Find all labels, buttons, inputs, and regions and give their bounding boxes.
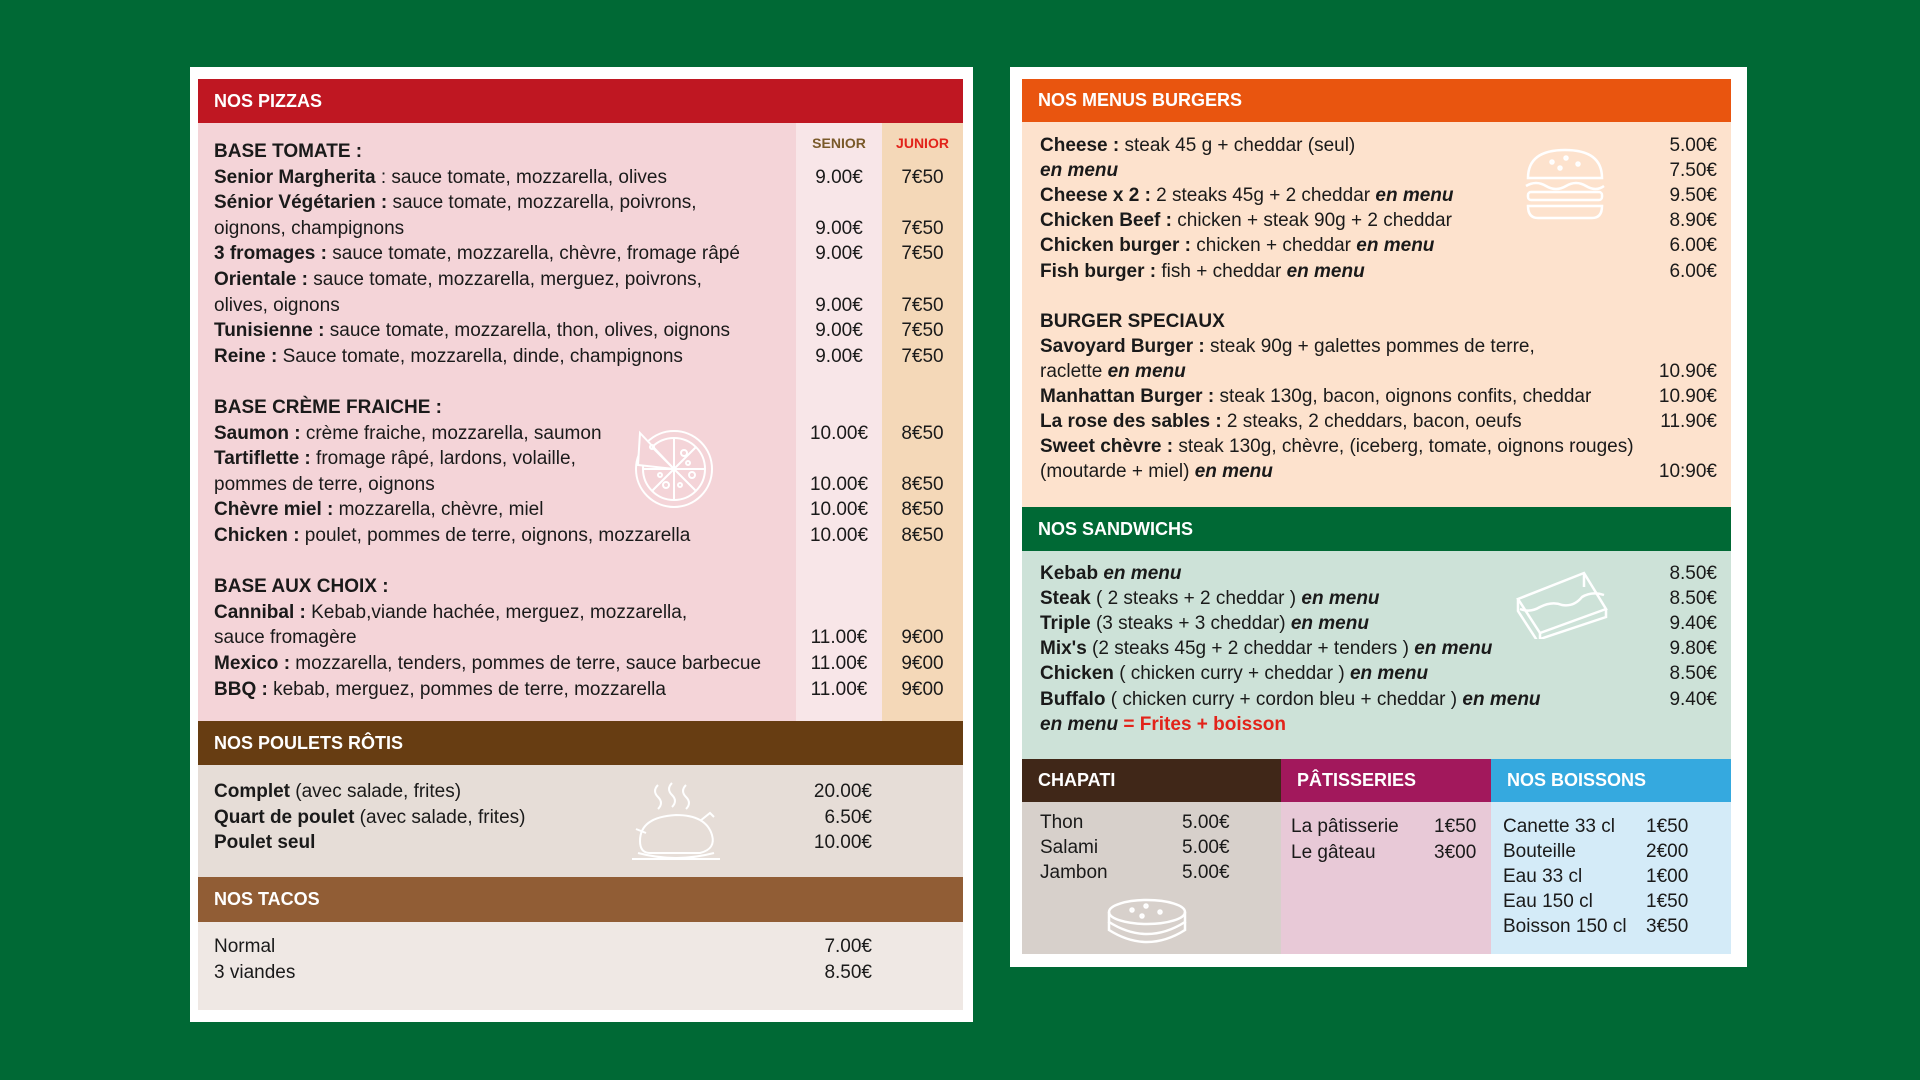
sandwich-item-name: Chicken bbox=[1040, 663, 1114, 685]
burger-special-item bbox=[1040, 359, 1186, 384]
sandwich-item-name: Triple bbox=[1040, 613, 1091, 635]
sandwich-item-menu: en menu bbox=[1349, 663, 1429, 685]
poulet-item bbox=[214, 830, 315, 855]
tacos-price: 7.00€ bbox=[824, 936, 872, 957]
pizza-section-title: BASE TOMATE : bbox=[214, 141, 363, 162]
pizza-price-junior: 7€50 bbox=[901, 345, 944, 367]
burger-item bbox=[1040, 133, 1355, 158]
pizza-item-name: Mexico : bbox=[214, 653, 291, 674]
sandwich-item-menu: en menu bbox=[1462, 688, 1541, 710]
pizza-price-senior: 9.00€ bbox=[815, 320, 863, 342]
pizza-item-desc-cont: sauce fromagère bbox=[214, 627, 357, 649]
burger-item-name: Chicken burger : bbox=[1040, 235, 1191, 257]
burger-special-item bbox=[1040, 409, 1522, 434]
burger-special-item bbox=[1040, 334, 1535, 359]
pizza-section-title: BASE AUX CHOIX : bbox=[214, 576, 389, 598]
pizza-item-desc: sauce tomate, mozzarella, poivrons, bbox=[387, 192, 697, 214]
sandwich-item-name: Buffalo bbox=[1040, 688, 1106, 710]
pizza-item bbox=[214, 421, 602, 446]
sandwich-item-desc: (2 steaks 45g + 2 cheddar + tenders ) bbox=[1086, 638, 1415, 660]
tacos-list bbox=[198, 922, 963, 1010]
pizza-price-junior: 7€50 bbox=[901, 320, 944, 342]
pizza-price-senior: 10.00€ bbox=[809, 499, 869, 521]
pizza-item bbox=[214, 600, 687, 625]
burger-item-name: Cheese : bbox=[1040, 135, 1120, 156]
sandwich-item-name: Mix's bbox=[1040, 638, 1087, 660]
sandwich-item-price: 9.40€ bbox=[1669, 688, 1717, 710]
pizza-price-junior: 8€50 bbox=[901, 422, 944, 444]
pizza-price-junior: 7€50 bbox=[901, 243, 944, 265]
boissons-body bbox=[1491, 802, 1731, 954]
pizza-price-senior: 11.00€ bbox=[810, 653, 868, 674]
patisserie-price: 3€00 bbox=[1434, 842, 1477, 863]
poulets-header: NOS POULETS RÔTIS bbox=[198, 721, 963, 765]
burger-item-menu: en menu bbox=[1286, 260, 1365, 282]
burger-special-item-price: 10.90€ bbox=[1658, 386, 1717, 407]
pizza-item-name: 3 fromages : bbox=[214, 243, 327, 265]
burger-item-price: 8.90€ bbox=[1669, 210, 1717, 232]
burger-item-name: Chicken Beef : bbox=[1040, 210, 1172, 232]
pizza-item-name: Tunisienne : bbox=[214, 320, 325, 342]
menu-note-red: = Frites + boisson bbox=[1118, 714, 1287, 735]
menu-note-italic: en menu bbox=[1040, 714, 1119, 735]
pizza-price-junior: 8€50 bbox=[901, 525, 944, 546]
poulet-price: 6.50€ bbox=[824, 806, 872, 828]
chapati-icon bbox=[1106, 896, 1188, 944]
pizza-price-junior: 7€50 bbox=[901, 166, 944, 188]
sandwich-item-price: 8.50€ bbox=[1669, 563, 1717, 584]
burger-item-menu: en menu bbox=[1356, 235, 1435, 257]
pizza-list bbox=[198, 123, 963, 721]
pizza-price-junior: 7€50 bbox=[901, 294, 944, 316]
boisson-item: Canette 33 cl bbox=[1503, 816, 1615, 837]
chapati-price: 5.00€ bbox=[1182, 837, 1230, 858]
burger-special-item bbox=[1040, 434, 1634, 459]
pizza-item-desc-cont: oignons, champignons bbox=[214, 217, 405, 239]
boisson-price: 1€50 bbox=[1646, 891, 1689, 912]
pizza-item bbox=[214, 497, 543, 522]
pizza-price-senior: 10.00€ bbox=[809, 473, 869, 495]
burger-item-price: 6.00€ bbox=[1669, 260, 1717, 282]
burger-special-item bbox=[1040, 459, 1273, 484]
pizza-section-title: BASE CRÈME FRAICHE : bbox=[214, 397, 443, 418]
poulet-item-name: Quart de poulet bbox=[214, 806, 355, 828]
sandwich-item-name: Kebab bbox=[1040, 563, 1099, 584]
boisson-price: 3€50 bbox=[1646, 916, 1689, 937]
chapati-item: Salami bbox=[1040, 837, 1099, 858]
pizza-price-senior: 10.00€ bbox=[809, 525, 869, 546]
burgers-body bbox=[1022, 122, 1731, 507]
burger-special-item-name: La rose des sables : bbox=[1040, 411, 1222, 433]
poulet-item-name: Poulet seul bbox=[214, 832, 316, 854]
sandwich-item-desc: ( chicken curry + cheddar ) bbox=[1113, 663, 1350, 685]
pizza-item-name: Orientale : bbox=[214, 269, 308, 290]
pizza-item-desc: poulet, pommes de terre, oignons, mozzarella bbox=[299, 525, 691, 546]
pizza-item bbox=[214, 651, 761, 676]
sandwich-item bbox=[1040, 661, 1428, 686]
sandwich-item-menu: en menu bbox=[1301, 588, 1380, 610]
poulet-item bbox=[214, 805, 525, 830]
burger-item bbox=[1040, 158, 1118, 183]
tacos-item: 3 viandes bbox=[214, 961, 296, 983]
pizza-item bbox=[214, 318, 730, 343]
pizza-price-junior: 7€50 bbox=[901, 217, 944, 239]
pizza-item-desc: : sauce tomate, mozzarella, olives bbox=[375, 166, 668, 188]
sandwich-icon bbox=[1514, 569, 1610, 639]
pizza-item-desc: mozzarella, tenders, pommes de terre, sauce barbecue bbox=[290, 653, 762, 674]
pizza-item bbox=[214, 190, 697, 215]
boisson-price: 1€50 bbox=[1646, 816, 1689, 837]
burger-special-item-price: 11.90€ bbox=[1660, 411, 1717, 433]
poulet-item bbox=[214, 779, 461, 804]
pizza-price-senior: 9.00€ bbox=[815, 243, 863, 265]
pizza-item bbox=[214, 344, 683, 369]
sandwich-item-price: 9.80€ bbox=[1669, 638, 1717, 660]
pizza-item-name: Senior Margherita bbox=[214, 166, 376, 188]
burgers-header: NOS MENUS BURGERS bbox=[1022, 79, 1731, 122]
sandwich-item-price: 9.40€ bbox=[1669, 613, 1717, 635]
boissons-header: NOS BOISSONS bbox=[1491, 759, 1731, 802]
burger-item-price: 7.50€ bbox=[1669, 160, 1717, 182]
pizza-item-name: Sénior Végétarien : bbox=[214, 192, 388, 214]
poulet-item-desc: (avec salade, frites) bbox=[290, 781, 462, 802]
pizza-item-desc: kebab, merguez, pommes de terre, mozzarella bbox=[267, 678, 666, 700]
burger-item-desc: chicken + steak 90g + 2 cheddar bbox=[1171, 210, 1452, 232]
poulet-price: 20.00€ bbox=[813, 781, 872, 802]
chapati-item: Jambon bbox=[1040, 862, 1108, 883]
sandwich-item bbox=[1040, 586, 1380, 611]
boisson-price: 1€00 bbox=[1646, 866, 1689, 887]
patisseries-header: PÂTISSERIES bbox=[1281, 759, 1491, 802]
sandwich-item bbox=[1040, 636, 1492, 661]
pizza-item-desc: Kebab,viande hachée, merguez, mozzarella, bbox=[305, 601, 688, 623]
pizza-item-desc-cont: olives, oignons bbox=[214, 294, 340, 316]
burger-special-item bbox=[1040, 384, 1591, 409]
burger-special-item-price: 10.90€ bbox=[1658, 360, 1717, 382]
poulet-item-name: Complet bbox=[214, 781, 290, 802]
burger-item-desc: fish + cheddar bbox=[1156, 260, 1287, 282]
burger-item bbox=[1040, 233, 1434, 258]
pizza-price-junior: 9€00 bbox=[901, 678, 944, 700]
pizza-price-junior: 8€50 bbox=[901, 499, 944, 521]
burger-special-item-menu: en menu bbox=[1107, 360, 1186, 382]
poulet-item-desc: (avec salade, frites) bbox=[354, 806, 526, 828]
pizza-item-desc: crème fraiche, mozzarella, saumon bbox=[300, 422, 602, 444]
pizza-price-junior: 8€50 bbox=[901, 473, 944, 495]
chapati-price: 5.00€ bbox=[1182, 812, 1230, 833]
boisson-item: Eau 33 cl bbox=[1503, 866, 1583, 887]
burger-special-item-price: 10:90€ bbox=[1658, 461, 1717, 483]
burger-item-price: 9.50€ bbox=[1669, 185, 1717, 207]
tacos-item: Normal bbox=[214, 936, 276, 957]
pizza-price-senior: 9.00€ bbox=[815, 217, 863, 239]
pizzas-header: NOS PIZZAS bbox=[198, 79, 963, 123]
burger-special-item-desc: 2 steaks, 2 cheddars, bacon, oeufs bbox=[1221, 411, 1522, 433]
pizza-item bbox=[214, 165, 667, 190]
sandwich-item-name: Steak bbox=[1040, 588, 1091, 610]
pizza-item-name: Saumon : bbox=[214, 422, 301, 444]
poulet-price: 10.00€ bbox=[813, 832, 872, 854]
sandwich-item-price: 8.50€ bbox=[1669, 588, 1717, 610]
burger-special-item-desc: steak 130g, chèvre, (iceberg, tomate, oignons rouges) bbox=[1173, 436, 1634, 458]
pizza-item-name: BBQ : bbox=[214, 678, 268, 700]
pizza-price-senior: 9.00€ bbox=[815, 294, 863, 316]
pizzas-body bbox=[198, 123, 963, 721]
pizza-item-desc: sauce tomate, mozzarella, chèvre, fromage râpé bbox=[326, 243, 740, 265]
boisson-item: Boisson 150 cl bbox=[1503, 916, 1627, 937]
burger-item-desc: steak 45 g + cheddar (seul) bbox=[1119, 135, 1356, 156]
sandwich-item-menu: en menu bbox=[1414, 638, 1493, 660]
burger-item-name: Fish burger : bbox=[1040, 260, 1157, 282]
pizza-item-name: Reine : bbox=[214, 345, 278, 367]
patisserie-item: Le gâteau bbox=[1291, 842, 1376, 863]
chapati-header: CHAPATI bbox=[1022, 759, 1281, 802]
pizza-item bbox=[214, 523, 690, 548]
boisson-item: Eau 150 cl bbox=[1503, 891, 1593, 912]
pizza-item-name: Chicken : bbox=[214, 525, 300, 546]
patisserie-list bbox=[1281, 802, 1491, 954]
pizza-price-senior: 9.00€ bbox=[815, 166, 863, 188]
burger-item-price: 6.00€ bbox=[1669, 235, 1717, 257]
pizza-item-desc: sauce tomate, mozzarella, thon, olives, oignons bbox=[324, 320, 731, 342]
patisserie-price: 1€50 bbox=[1434, 816, 1477, 837]
menu-note bbox=[1040, 712, 1286, 737]
burger-item bbox=[1040, 208, 1452, 233]
pizza-item-desc-cont: pommes de terre, oignons bbox=[214, 473, 435, 495]
patisseries-body bbox=[1281, 802, 1491, 954]
pizza-item-desc: sauce tomate, mozzarella, merguez, poivrons, bbox=[307, 269, 702, 290]
patisserie-item: La pâtisserie bbox=[1291, 816, 1399, 837]
sandwich-item bbox=[1040, 611, 1369, 636]
pizza-item-desc: Sauce tomate, mozzarella, dinde, champignons bbox=[277, 345, 683, 367]
chapati-body bbox=[1022, 802, 1281, 954]
burger-special-title: BURGER SPECIAUX bbox=[1040, 310, 1225, 332]
pizza-price-junior: 9€00 bbox=[901, 653, 944, 674]
burger-special-item-name: Savoyard Burger : bbox=[1040, 335, 1205, 357]
tacos-header: NOS TACOS bbox=[198, 877, 963, 922]
pizza-item bbox=[214, 677, 666, 702]
pizza-price-senior: 11.00€ bbox=[810, 627, 868, 649]
burger-item-desc: chicken + cheddar bbox=[1190, 235, 1357, 257]
boisson-list bbox=[1491, 802, 1731, 954]
boisson-item: Bouteille bbox=[1503, 841, 1576, 862]
senior-column-label: SENIOR bbox=[812, 135, 866, 151]
sandwichs-body bbox=[1022, 551, 1731, 760]
burger-item-price: 5.00€ bbox=[1669, 135, 1717, 156]
pizza-item-name: Tartiflette : bbox=[214, 448, 311, 470]
sandwich-item bbox=[1040, 687, 1541, 712]
boisson-price: 2€00 bbox=[1646, 841, 1689, 862]
burger-icon bbox=[1522, 146, 1608, 222]
burger-special-item-desc: raclette bbox=[1040, 360, 1108, 382]
sandwich-item-desc: ( 2 steaks + 2 cheddar ) bbox=[1090, 588, 1302, 610]
burger-item-menu: en menu bbox=[1375, 185, 1454, 207]
left-menu-card bbox=[190, 67, 973, 1022]
pizza-icon bbox=[632, 423, 714, 509]
tacos-price: 8.50€ bbox=[824, 961, 872, 983]
poulet-list bbox=[198, 765, 963, 877]
chapati-item: Thon bbox=[1040, 812, 1084, 833]
burger-special-item-desc: steak 130g, bacon, oignons confits, cheddar bbox=[1214, 386, 1592, 407]
burger-special-item-desc: steak 90g + galettes pommes de terre, bbox=[1204, 335, 1535, 357]
burger-special-item-menu: en menu bbox=[1194, 461, 1273, 483]
burger-special-item-desc: (moutarde + miel) bbox=[1040, 461, 1195, 483]
burger-special-item-name: Sweet chèvre : bbox=[1040, 436, 1174, 458]
chapati-price: 5.00€ bbox=[1182, 862, 1230, 883]
junior-column-label: JUNIOR bbox=[896, 135, 949, 151]
pizza-item bbox=[214, 446, 576, 471]
sandwich-item-menu: en menu bbox=[1103, 563, 1182, 584]
pizza-price-senior: 11.00€ bbox=[810, 678, 868, 700]
tacos-body bbox=[198, 922, 963, 1010]
roast-chicken-icon bbox=[630, 781, 722, 865]
sandwich-item-desc: ( chicken curry + cordon bleu + cheddar ) bbox=[1105, 688, 1463, 710]
sandwich-item-menu: en menu bbox=[1290, 613, 1369, 635]
pizza-price-senior: 9.00€ bbox=[815, 345, 863, 367]
sandwichs-header: NOS SANDWICHS bbox=[1022, 507, 1731, 551]
pizza-item bbox=[214, 241, 740, 266]
burger-item bbox=[1040, 183, 1454, 208]
burger-item-desc: 2 steaks 45g + 2 cheddar bbox=[1150, 185, 1376, 207]
pizza-item-name: Chèvre miel : bbox=[214, 499, 334, 521]
sandwich-item bbox=[1040, 561, 1181, 586]
burger-item-menu: en menu bbox=[1040, 160, 1119, 182]
burger-list bbox=[1022, 122, 1731, 507]
pizza-price-senior: 10.00€ bbox=[809, 422, 869, 444]
poulets-body bbox=[198, 765, 963, 877]
pizza-item-desc: fromage râpé, lardons, volaille, bbox=[310, 448, 576, 470]
pizza-item-name: Cannibal : bbox=[214, 601, 306, 623]
right-menu-card bbox=[1010, 67, 1747, 967]
burger-item-name: Cheese x 2 : bbox=[1040, 185, 1151, 207]
sandwich-item-price: 8.50€ bbox=[1669, 663, 1717, 685]
pizza-item-desc: mozzarella, chèvre, miel bbox=[333, 499, 544, 521]
pizza-price-junior: 9€00 bbox=[901, 627, 944, 649]
sandwich-item-desc: (3 steaks + 3 cheddar) bbox=[1090, 613, 1291, 635]
burger-special-item-name: Manhattan Burger : bbox=[1040, 386, 1215, 407]
burger-item bbox=[1040, 259, 1365, 284]
pizza-item bbox=[214, 267, 702, 292]
